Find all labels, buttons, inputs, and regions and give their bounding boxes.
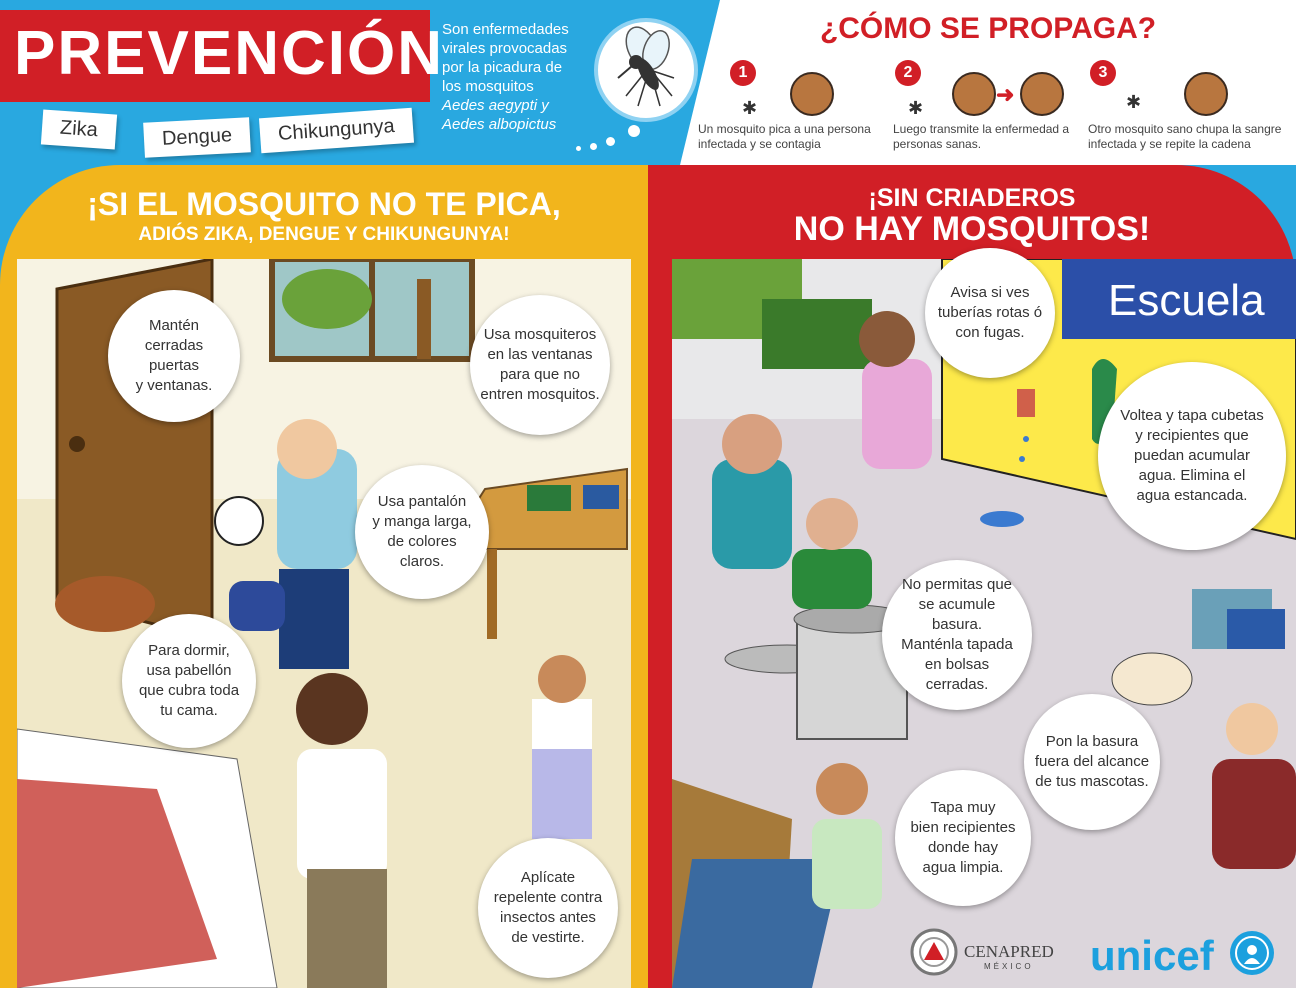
mosquito-icon: ✱ <box>742 98 758 118</box>
step-number-1: 1 <box>730 60 756 86</box>
species-name: Aedes albopictus <box>442 116 557 133</box>
step-text-3: Otro mosquito sano chupa la sangre infectada y se repite la cadena <box>1088 122 1282 151</box>
tip-text: No permitas que se acumule basura. Manténla tapada en bolsas cerradas. <box>901 576 1013 693</box>
cenapred-country: MÉXICO <box>984 962 1034 971</box>
tip-bubble <box>895 770 1031 906</box>
tip-text: Voltea y tapa cubetas y recipientes que puedan acumular agua. Elimina el agua estancada. <box>1120 407 1264 504</box>
right-heading: ¡SIN CRIADEROS <box>868 184 1076 212</box>
step-number-3: 3 <box>1090 60 1116 86</box>
step-number-2: 2 <box>895 60 921 86</box>
intro-line: los mosquitos <box>442 78 534 95</box>
arrow-right-icon: ➜ <box>996 82 1015 107</box>
school-sign-text: Escuela <box>1108 276 1265 325</box>
tip-text: Aplícate repelente contra insectos antes de vestirte. <box>493 869 603 946</box>
disease-tag-zika: Zika <box>41 109 117 149</box>
bubble-dot <box>590 143 597 150</box>
bubble-dot <box>606 137 615 146</box>
cenapred-emblem-icon <box>910 928 958 976</box>
tip-text: Avisa si ves tuberías rotas ó con fugas. <box>937 284 1043 341</box>
mosquito-icon: ✱ <box>908 98 924 118</box>
tip-text: Tapa muy bien recipientes donde hay agua limpia. <box>910 799 1016 876</box>
tip-text: Para dormir, usa pabellón que cubra toda tu cama. <box>138 642 240 719</box>
left-subheading: ADIÓS ZIKA, DENGUE Y CHIKUNGUNYA! <box>138 224 510 245</box>
tip-bubble <box>1098 362 1286 550</box>
step-text-2: Luego transmite la enfermedad a personas sanas. <box>893 122 1070 151</box>
intro-line: Son enfermedades <box>442 21 569 38</box>
healthy-face-icon <box>1020 72 1064 116</box>
disease-tag-chikungunya: Chikungunya <box>259 108 414 154</box>
tip-text: Pon la basura fuera del alcance de tus mascotas. <box>1034 733 1150 790</box>
unicef-wordmark: unicef <box>1090 932 1214 979</box>
tip-bubble <box>470 295 610 435</box>
intro-text <box>442 20 590 134</box>
step-text-1: Un mosquito pica a una persona infectada y se contagia <box>698 122 871 151</box>
globe-icon <box>1227 928 1277 978</box>
cenapred-name: CENAPRED <box>964 942 1054 961</box>
disease-tag-dengue: Dengue <box>143 117 251 158</box>
infected-face-icon <box>1184 72 1228 116</box>
intro-line: por la picadura de <box>442 59 563 76</box>
tip-text: Usa pantalón y manga larga, de colores claros. <box>372 493 472 570</box>
bubble-dot <box>628 125 640 137</box>
tip-bubble <box>108 290 240 422</box>
page-title: PREVENCIÓN <box>14 19 444 88</box>
infected-face-icon <box>952 72 996 116</box>
tip-bubble <box>1024 694 1160 830</box>
tip-text: Usa mosquiteros en las ventanas para que no entren mosquitos. <box>480 326 600 403</box>
left-heading: ¡SI EL MOSQUITO NO TE PICA, <box>87 186 561 222</box>
infected-face-icon <box>790 72 834 116</box>
tip-bubble <box>478 838 618 978</box>
intro-line: virales provocadas <box>442 40 568 57</box>
species-name: Aedes aegypti y <box>442 97 549 114</box>
propagation-title: ¿CÓMO SE PROPAGA? <box>819 12 1157 45</box>
tip-bubble <box>882 560 1032 710</box>
tip-text: Mantén cerradas puertas y ventanas. <box>135 317 213 394</box>
tip-bubble <box>355 465 489 599</box>
mosquito-icon: ✱ <box>1126 92 1142 112</box>
bubble-dot <box>576 146 581 151</box>
unicef-logo <box>1090 928 1277 980</box>
tip-bubble <box>925 248 1055 378</box>
tip-bubble <box>122 614 256 748</box>
right-subheading: NO HAY MOSQUITOS! <box>793 210 1151 248</box>
